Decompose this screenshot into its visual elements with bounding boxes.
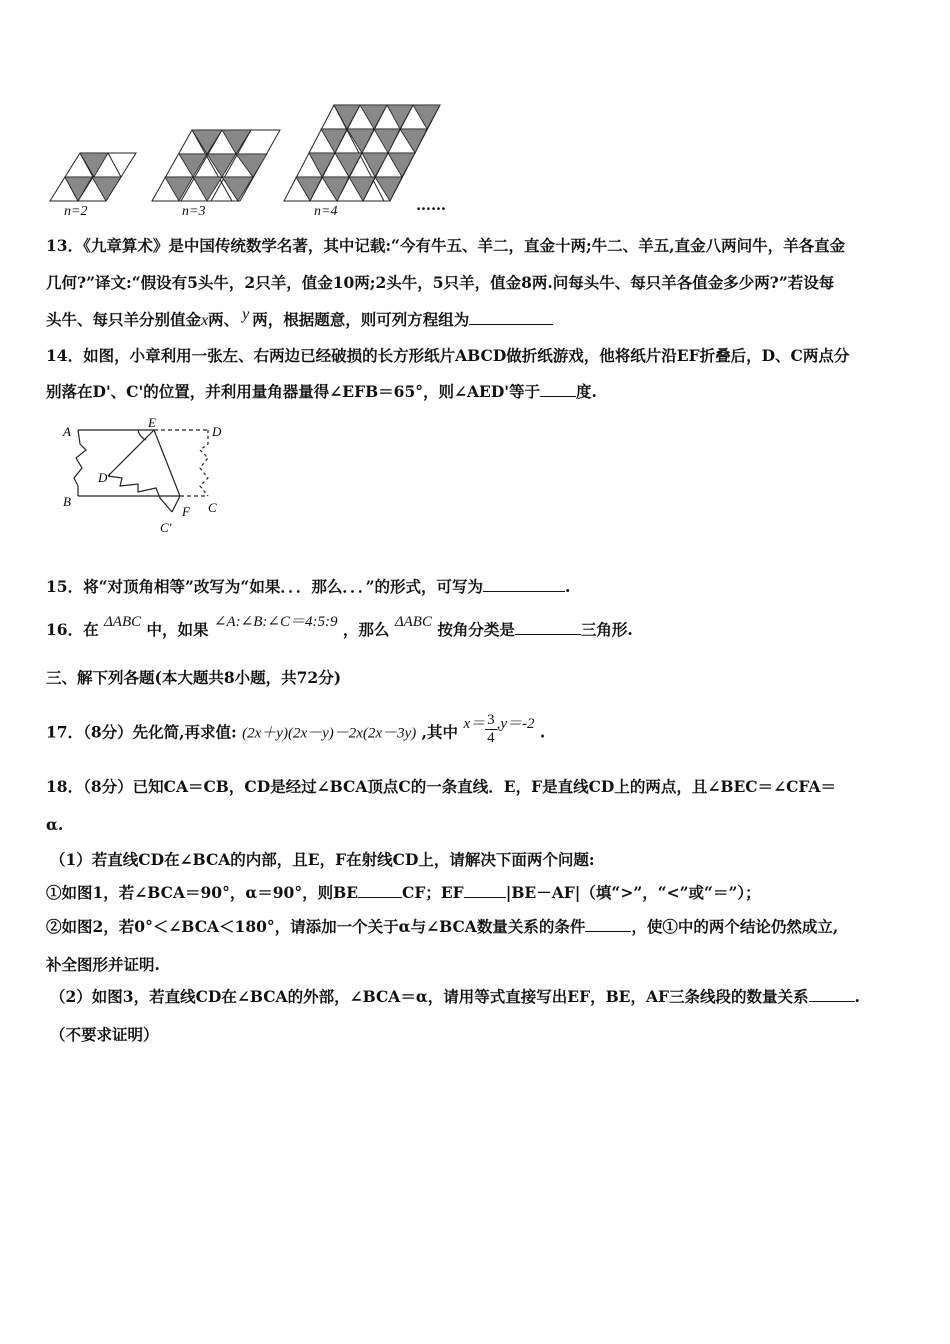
q16-line — [46, 614, 633, 641]
label-C-prime: C' — [160, 520, 172, 535]
q13-line3-b: 两、 — [208, 310, 240, 329]
label-C: C — [208, 500, 217, 515]
q18-line7-a: （2）如图3，若直线CD在∠BCA的外部，∠BCA＝α，请用等式直接写出EF，BE，AF三条线段的数量关系 — [50, 987, 809, 1006]
q16-triangle-2: ΔABC — [394, 614, 432, 630]
fraction-numerator: 3 — [487, 712, 495, 728]
q18-line4-c: |BE－AF|（填“>”，“<”或“＝”）； — [505, 883, 761, 902]
triangle-pattern-figure — [44, 100, 444, 205]
q18-blank-3 — [585, 917, 631, 932]
q15-end: . — [564, 577, 571, 596]
q14-line1: 14．如图，小章利用一张左、右两边已经破损的长方形纸片ABCD做折纸游戏，他将纸片沿EF折叠后，D、C两点分 — [46, 346, 850, 365]
var-y: y — [242, 306, 250, 323]
q16-mid3: 按角分类是 — [437, 620, 515, 639]
q18-line4-b: CF；EF — [402, 883, 464, 902]
q16-mid2: ，那么 — [342, 620, 390, 639]
q13-line3-c: 两，根据题意，则可列方程组为 — [252, 310, 470, 329]
label-D-prime: D' — [98, 470, 111, 485]
q13-line3 — [46, 306, 553, 331]
q15-text: 15．将“对顶角相等”改写为“如果．．．那么．．．”的形式，可写为 — [46, 577, 483, 596]
caption-n2: n=2 — [64, 204, 88, 219]
q17-y-eq: ,y＝-2 — [496, 715, 535, 732]
q17-fraction — [485, 712, 497, 747]
caption-n3: n=3 — [182, 204, 206, 219]
q17-mid: ,其中 — [421, 722, 459, 742]
q14-line2-a: 别落在D'、C'的位置，并利用量角器量得∠EFB＝65°，则∠AED'等于 — [46, 382, 541, 401]
q17-prefix: 17．（8分）先化简,再求值: — [46, 722, 237, 742]
q17-expression: (2x＋y)(2x－y)－2x(2x－3y) — [242, 725, 417, 742]
q18-line2: α. — [46, 815, 64, 834]
q18-line4 — [46, 883, 761, 903]
q17-x-eq: x＝ — [463, 715, 486, 732]
q13-line3-a: 头牛、每只羊分别值金 — [46, 310, 202, 329]
q16-angle-ratio: ∠A:∠B:∠C＝4:5:9 — [213, 614, 338, 630]
label-B: B — [63, 494, 71, 509]
q14-answer-blank — [540, 382, 576, 397]
fraction-denominator: 4 — [487, 730, 495, 746]
q18-line6: 补全图形并证明. — [46, 955, 160, 974]
label-F: F — [182, 504, 190, 519]
label-E: E — [148, 416, 156, 430]
q18-blank-1 — [358, 883, 402, 898]
q15-answer-blank — [483, 577, 565, 592]
q16-mid1: 中，如果 — [146, 620, 209, 639]
caption-n4: n=4 — [314, 204, 338, 219]
q18-blank-4 — [809, 987, 855, 1002]
q14-line2 — [46, 382, 597, 402]
q18-line5 — [46, 917, 838, 937]
label-D: D — [212, 424, 222, 439]
q18-line7 — [50, 987, 860, 1007]
q16-prefix: 16．在 — [46, 620, 99, 639]
q18-line1: 18．（8分）已知CA＝CB，CD是经过∠BCA顶点C的一条直线．E，F是直线CD上的两点，且∠BEC＝∠CFA＝ — [46, 777, 837, 796]
q15-line — [46, 577, 570, 597]
section-3-heading: 三、解下列各题(本大题共8小题，共72分) — [46, 668, 342, 687]
q16-triangle-1: ΔABC — [103, 614, 142, 630]
q13-line2: 几何?”译文:“假设有5头牛，2只羊，值金10两;2头牛，5只羊，值金8两.问每头牛、每只羊各值金多少两?”若设每 — [46, 273, 835, 292]
q13-line1: 13．《九章算术》是中国传统数学名著，其中记载:“今有牛五、羊二，直金十两;牛二、羊五,直金八两问牛，羊各直金 — [46, 236, 846, 255]
q18-line7-b: . — [854, 987, 860, 1006]
q16-suffix: 三角形. — [580, 620, 633, 639]
q18-blank-2 — [464, 883, 506, 898]
q18-line5-a: ②如图2，若0°＜∠BCA＜180°，请添加一个关于α与∠BCA数量关系的条件 — [46, 917, 586, 936]
q17-end: . — [539, 722, 546, 742]
q13-answer-blank — [469, 310, 553, 325]
q18-line3: （1）若直线CD在∠BCA的内部，且E，F在射线CD上，请解决下面两个问题: — [50, 850, 595, 869]
folded-rectangle-figure — [60, 416, 230, 538]
q16-answer-blank — [515, 620, 581, 635]
pattern-ellipsis: …… — [416, 196, 446, 214]
q18-line4-a: ①如图1，若∠BCA＝90°，α＝90°，则BE — [46, 883, 359, 902]
label-A: A — [63, 424, 71, 439]
q14-line2-b: 度. — [576, 382, 597, 401]
var-x: x — [201, 312, 209, 329]
q17-line — [46, 712, 546, 751]
q18-line8: （不要求证明） — [50, 1025, 159, 1044]
q18-line5-b: ，使①中的两个结论仍然成立, — [631, 917, 839, 936]
